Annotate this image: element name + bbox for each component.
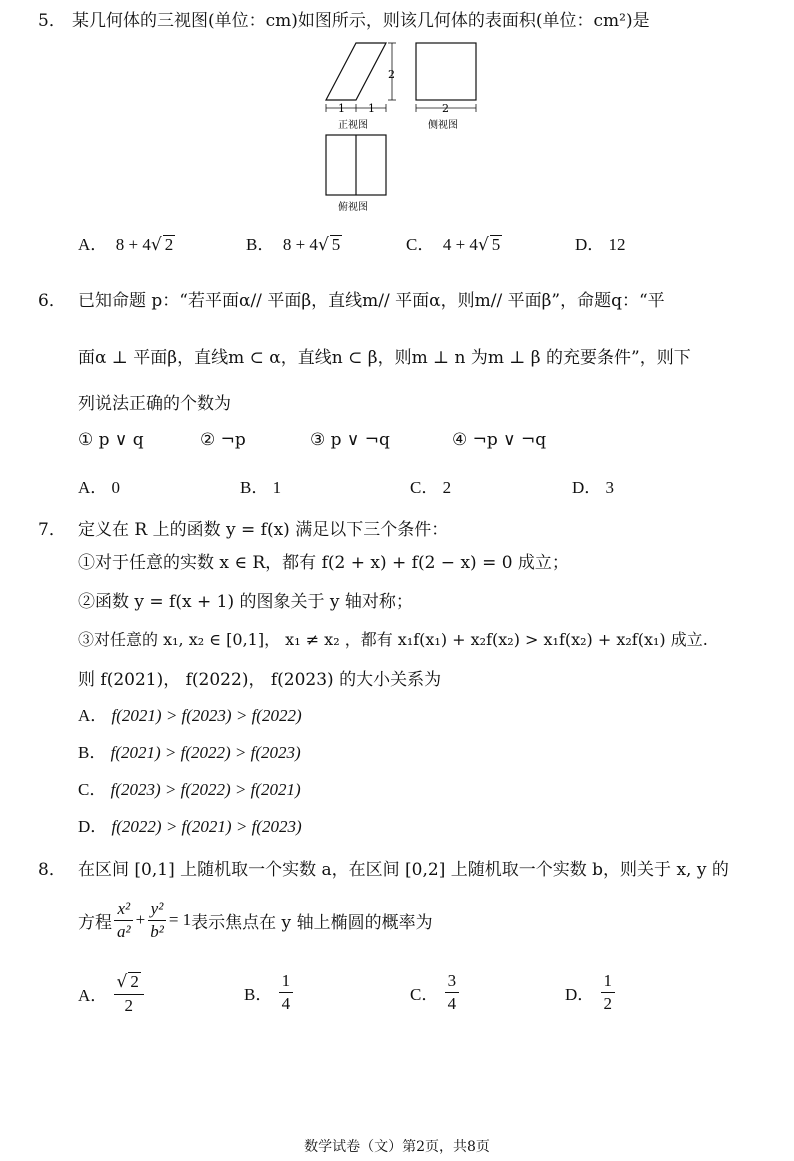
q8-number: 8． — [38, 860, 66, 880]
q8-option-c: C． $\frac{3}{4}$ — [410, 972, 461, 1013]
q5-option-c: C． 4 + 4√ 5 — [406, 235, 501, 255]
q6-option-a: A． 0 — [78, 478, 121, 497]
q7-line5: 则 f(2021)， f(2022)， f(2023) 的大小关系为 — [78, 670, 442, 690]
three-view-figure — [316, 38, 486, 220]
side-view-shape — [416, 43, 476, 100]
eq-x-fraction: $\frac{\text{x²}}{\text{a²}}$ — [114, 900, 134, 941]
q8-line1: 在区间 [0,1] 上随机取一个实数 a，在区间 [0,2] 上随机取一个实数 b，则关于 x, y 的 — [78, 860, 729, 880]
eq-y-fraction: $\frac{\text{y²}}{\text{b²}}$ — [147, 900, 167, 941]
dim-front-b: 1 — [368, 102, 375, 115]
q6-statement-1: ① p ∨ q — [78, 430, 144, 450]
dim-height: 2 — [388, 68, 395, 81]
q6-number: 6． — [38, 291, 66, 311]
page-footer: 数学试卷（文）第2页，共8页 — [304, 1139, 490, 1155]
q7-option-b: B． f(2021) > f(2022) > f(2023) — [78, 743, 301, 762]
q6-line1: 已知命题 p：“若平面α// 平面β，直线m// 平面α，则m// 平面β”，命题q：“平 — [78, 291, 665, 311]
dim-side: 2 — [442, 102, 449, 115]
q8-option-d: D． $\frac{1}{2}$ — [565, 972, 617, 1013]
q8-option-a: A． $\frac{√ 2}{2}$ — [78, 972, 146, 1015]
q6-statement-2: ② ¬p — [200, 430, 246, 450]
q7-condition-3: ③对任意的 x₁, x₂ ∈ [0,1]， x₁ ≠ x₂ ，都有 x₁f(x₁) + x₂f(x₂) > x₁f(x₂) + x₂f(x₁) 成立. — [78, 630, 708, 649]
q7-line1: 定义在 R 上的函数 y = f(x) 满足以下三个条件： — [78, 520, 449, 540]
q7-option-c: C． f(2023) > f(2022) > f(2021) — [78, 780, 301, 799]
side-view-label: 侧视图 — [428, 120, 458, 131]
q6-statement-3: ③ p ∨ ¬q — [310, 430, 390, 450]
top-view-label: 俯视图 — [338, 202, 368, 213]
q7-option-a: A． f(2021) > f(2023) > f(2022) — [78, 706, 302, 725]
q8-option-b: B． $\frac{1}{4}$ — [244, 972, 295, 1013]
q6-line3: 列说法正确的个数为 — [78, 394, 231, 414]
q7-number: 7． — [38, 520, 66, 540]
q8-line2: 方程 $\frac{\text{x²}}{\text{a²}}$ + $\frac{\text{y²}}{\text{b²}}$ = 1 表示焦点在 y 轴上椭圆的概率为 — [78, 899, 433, 941]
q6-line2: 面α ⊥ 平面β，直线m ⊂ α，直线n ⊂ β，则m ⊥ n 为m ⊥ β 的充要条件”，则下 — [78, 348, 691, 368]
q7-condition-1: ①对于任意的实数 x ∈ R，都有 f(2 + x) + f(2 − x) = 0 成立； — [78, 553, 569, 573]
q7-condition-2: ②函数 y = f(x + 1) 的图象关于 y 轴对称； — [78, 592, 413, 612]
q6-option-b: B． 1 — [240, 478, 282, 497]
q7-option-d: D． f(2022) > f(2021) > f(2023) — [78, 817, 302, 836]
q6-option-d: D． 3 — [572, 478, 615, 497]
q5-option-b: B． 8 + 4√ 5 — [246, 235, 341, 255]
front-view-shape — [326, 43, 386, 100]
q5-number: 5． — [38, 11, 66, 31]
q6-statement-4: ④ ¬p ∨ ¬q — [452, 430, 547, 450]
q5-stem: 某几何体的三视图(单位：cm)如图所示，则该几何体的表面积(单位：cm²)是 — [72, 11, 650, 31]
dim-front-a: 1 — [338, 102, 345, 115]
q6-option-c: C． 2 — [410, 478, 452, 497]
q5-option-d: D． 12 — [575, 235, 626, 254]
front-view-label: 正视图 — [338, 120, 368, 131]
q5-option-a: A． 8 + 4√ 2 — [78, 235, 174, 255]
